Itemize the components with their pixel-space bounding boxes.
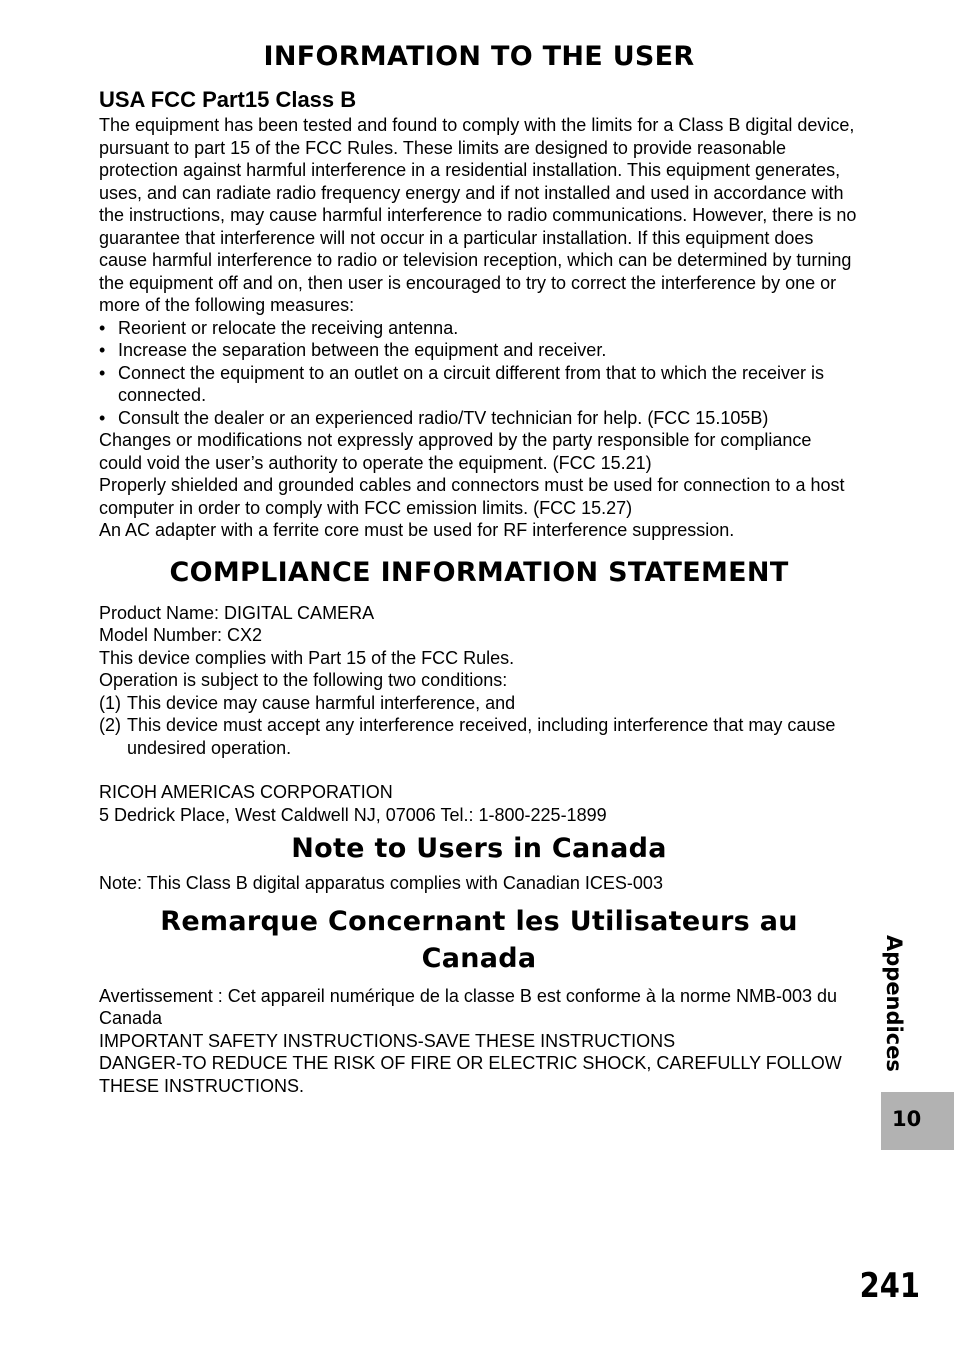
condition-text: This device must accept any interference received, including interference that may cause undesired operation. (127, 715, 836, 758)
complies-text: This device complies with Part 15 of the FCC Rules. (99, 647, 515, 668)
page-content (99, 40, 859, 1097)
list-item-text: Increase the separation between the equipment and receiver. (118, 340, 607, 360)
bullet-mark: • (99, 407, 106, 428)
section-subtitle-fcc: USA FCC Part15 Class B (99, 87, 357, 112)
list-item (99, 339, 859, 362)
condition-item (99, 714, 859, 759)
list-item-text: Connect the equipment to an outlet on a circuit different from that to which the receiver is connected. (118, 362, 825, 405)
canada-note: Note: This Class B digital apparatus complies with Canadian ICES-003 (99, 873, 663, 893)
appendices-label-text: Appendices (882, 935, 906, 1072)
adapter-paragraph: An AC adapter with a ferrite core must be used for RF interference suppression. (99, 520, 735, 540)
conditions-intro: Operation is subject to the following two conditions: (99, 670, 508, 690)
condition-item (99, 692, 859, 715)
list-item (99, 407, 859, 430)
avertissement-text: Avertissement : Cet appareil numérique de la classe B est conforme à la norme NMB-003 du Canada (99, 985, 838, 1028)
bullet-mark: • (99, 317, 106, 338)
remarque-title-line-1: Remarque Concernant les Utilisateurs au (160, 905, 798, 937)
bullet-mark: • (99, 340, 106, 360)
cables-paragraph: Properly shielded and grounded cables and connectors must be used for connection to a host computer in order to comply with FCC emission limits. (FCC 15.27) (99, 475, 845, 518)
condition-number: (1) (99, 692, 121, 713)
company-address: 5 Dedrick Place, West Caldwell NJ, 07006 Tel.: 1-800-225-1899 (99, 804, 607, 825)
list-item-text: Reorient or relocate the receiving antenna. (118, 317, 459, 338)
condition-text: This device may cause harmful interference, and (127, 692, 516, 713)
chapter-number: 10 (892, 1107, 922, 1131)
measures-list (99, 317, 859, 430)
list-item-text: Consult the dealer or an experienced radio/TV technician for help. (FCC 15.105B) (118, 407, 769, 428)
chapter-tab (881, 1092, 954, 1150)
important-text: IMPORTANT SAFETY INSTRUCTIONS-SAVE THESE INSTRUCTIONS (99, 1030, 676, 1051)
condition-number: (2) (99, 715, 121, 735)
section-title-compliance: COMPLIANCE INFORMATION STATEMENT (169, 556, 789, 588)
product-name: Product Name: DIGITAL CAMERA (99, 602, 375, 623)
danger-text: DANGER-TO REDUCE THE RISK OF FIRE OR ELECTRIC SHOCK, CAREFULLY FOLLOW THESE INSTRUCTIONS. (99, 1053, 842, 1096)
list-item (99, 362, 859, 407)
company-name: RICOH AMERICAS CORPORATION (99, 782, 393, 802)
changes-paragraph: Changes or modifications not expressly approved by the party responsible for compliance could void the user’s authority to operate the equipment. (FCC 15.21) (99, 430, 812, 473)
section-title-information: INFORMATION TO THE USER (263, 41, 695, 72)
list-item (99, 317, 859, 340)
page-number: 241 (859, 1266, 920, 1306)
remarque-title-line-2: Canada (421, 942, 537, 974)
bullet-mark: • (99, 362, 106, 383)
fcc-paragraph: The equipment has been tested and found to comply with the limits for a Class B digital device, pursuant to part 15 of the FCC Rules. These limits are designed to provide reasonable protection against harmful interference in a residential installation. This equipment generates, uses, and can radiate radio frequency energy and if not installed and used in accordance with the instructions, may cause harmful interference to radio communications. However, there is no guarantee that interference will not occur in a particular installation. If this equipment does cause harmful interference to radio or television reception, which can be determined by turning the equipment off and on, then user is encouraged to try to correct the interference by one or more of the following measures: (99, 115, 857, 315)
section-title-remarque (99, 903, 859, 977)
section-title-canada: Note to Users in Canada (291, 833, 667, 864)
appendices-side-label (868, 935, 918, 1085)
model-number: Model Number: CX2 (99, 625, 263, 645)
